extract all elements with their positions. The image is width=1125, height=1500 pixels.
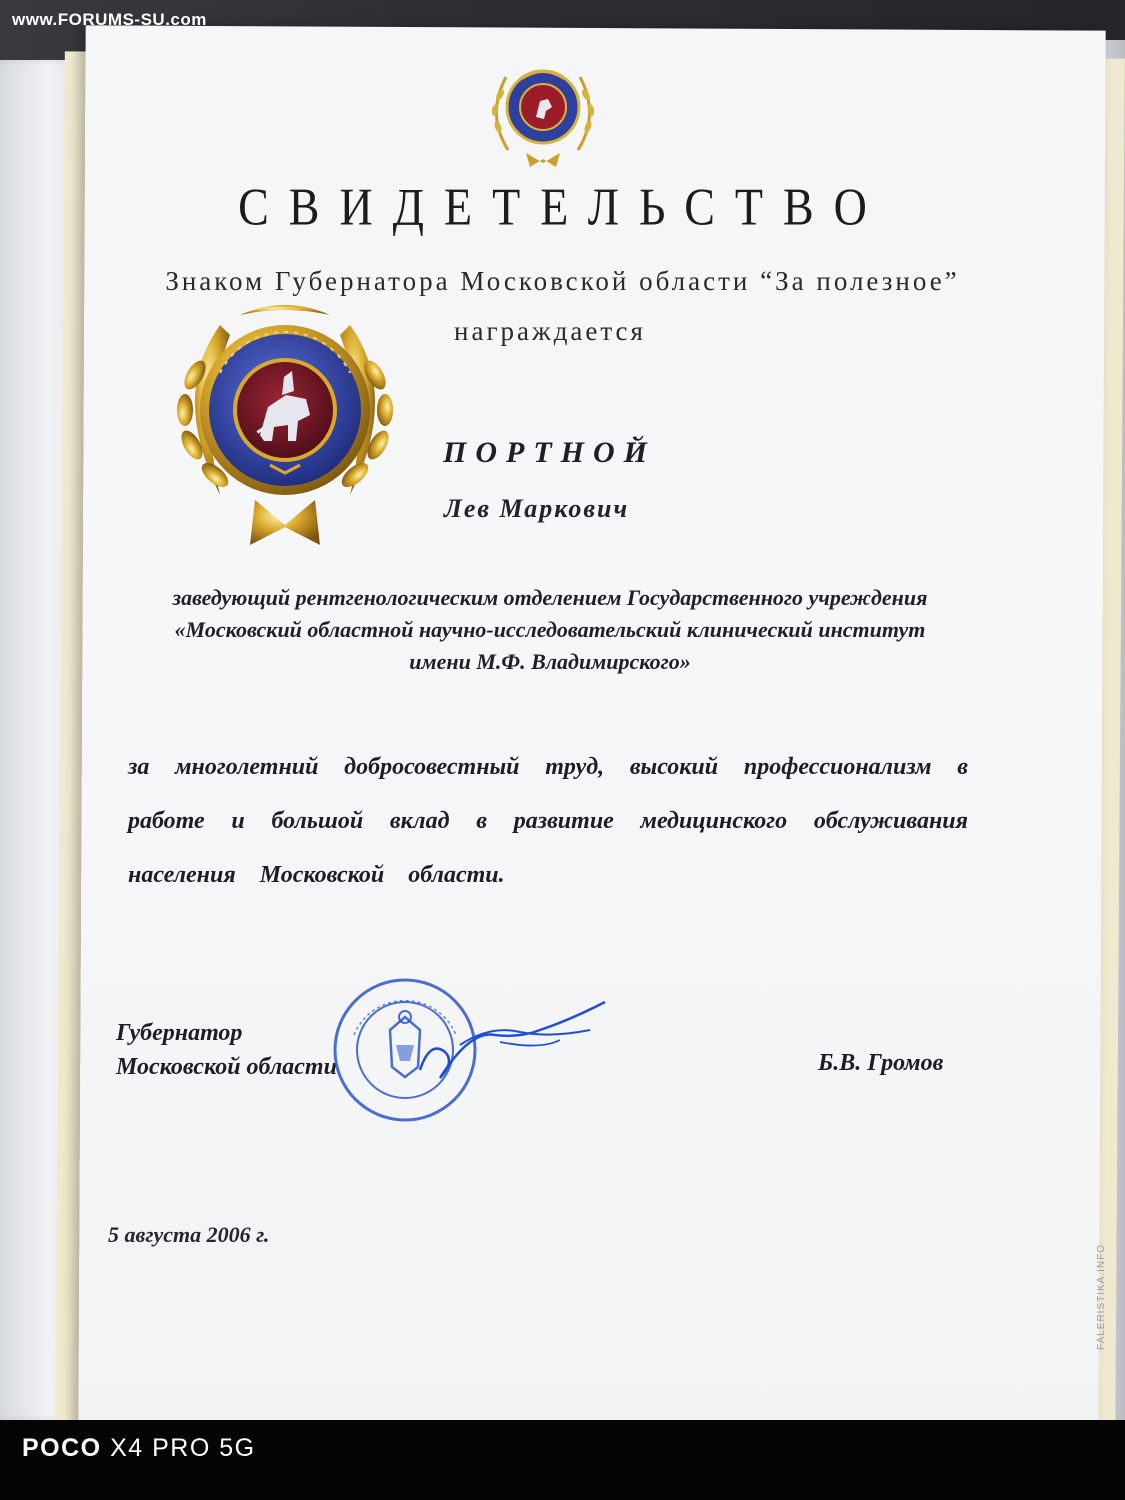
governor-title-line1: Губернатор xyxy=(116,1020,243,1046)
camera-brand: POCO xyxy=(22,1434,102,1462)
governor-title xyxy=(116,1016,337,1084)
certificate-date: 5 августа 2006 г. xyxy=(108,1222,270,1247)
side-watermark: FALERISTIKA.INFO xyxy=(1096,1243,1107,1350)
certificate-subtitle: Знаком Губернатора Московской области “За полезное” xyxy=(165,266,960,296)
governor-title-line2: Московской области xyxy=(116,1054,337,1080)
award-reason: за многолетний добросовестный труд, высокий профессионализм в работе и большой вклад в развитие медицинского обслуживания населения Московской области. xyxy=(128,754,968,888)
recipient-position: заведующий рентгенологическим отделением Государственного учреждения «Московский областной научно-исследовательский клинический институт имени М.Ф. Владимирского» xyxy=(172,585,928,674)
certificate-title: СВИДЕТЕЛЬСТВО xyxy=(238,177,887,236)
camera-model: X4 PRO 5G xyxy=(110,1434,256,1462)
camera-label xyxy=(22,1434,256,1463)
recipient-surname: ПОРТНОЙ xyxy=(443,436,656,469)
za-poleznoe-pin-badge xyxy=(160,295,410,555)
site-watermark: www.FORUMS-SU.com xyxy=(12,10,207,29)
awarded-label: награждается xyxy=(454,316,646,346)
recipient-given-names: Лев Маркович xyxy=(444,494,630,523)
governor-name: Б.В. Громов xyxy=(818,1050,944,1076)
printed-badge-emblem xyxy=(478,55,608,173)
governor-signature xyxy=(400,990,620,1090)
